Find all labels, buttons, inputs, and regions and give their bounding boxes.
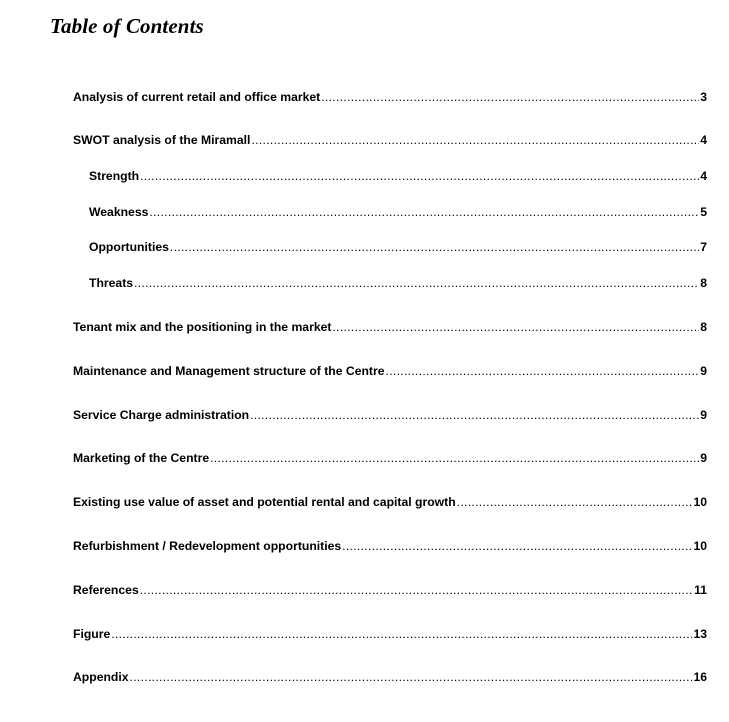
dot-leader: [321, 89, 699, 105]
toc-entry-tenant-mix[interactable]: [73, 319, 707, 335]
toc-entry-page-number: 10: [693, 539, 707, 553]
toc-entry-refurbishment[interactable]: [73, 538, 707, 554]
toc-entry-label: Weakness: [89, 205, 149, 219]
toc-entry-page-number: 4: [700, 133, 707, 147]
dot-leader: [386, 363, 700, 379]
toc-entry-label: Threats: [89, 276, 134, 290]
dot-leader: [111, 626, 692, 642]
toc-entry-label: Tenant mix and the positioning in the market: [73, 320, 332, 334]
dot-leader: [342, 538, 692, 554]
toc-entry-page-number: 4: [700, 169, 707, 183]
toc-entry-page-number: 7: [700, 240, 707, 254]
toc-entry-swot-analysis[interactable]: [73, 132, 707, 148]
toc-entry-label: References: [73, 583, 139, 597]
toc-entry-page-number: 3: [700, 90, 707, 104]
toc-entry-page-number: 8: [700, 276, 707, 290]
toc-entry-page-number: 9: [700, 408, 707, 422]
toc-entry-page-number: 5: [700, 205, 707, 219]
toc-entry-page-number: 9: [700, 364, 707, 378]
toc-entry-marketing[interactable]: [73, 450, 707, 466]
toc-entry-label: Opportunities: [89, 240, 169, 254]
toc-entry-page-number: 16: [693, 670, 707, 684]
toc-entry-figure[interactable]: [73, 626, 707, 642]
dot-leader: [457, 494, 693, 510]
toc-entry-label: Existing use value of asset and potential rental and capital growth: [73, 495, 456, 509]
toc-entry-page-number: 8: [700, 320, 707, 334]
toc-entry-service-charge[interactable]: [73, 407, 707, 423]
toc-entry-references[interactable]: [73, 582, 707, 598]
dot-leader: [332, 319, 699, 335]
toc-entry-weakness[interactable]: [89, 204, 707, 220]
toc-entry-strength[interactable]: [89, 168, 707, 184]
dot-leader: [149, 204, 699, 220]
toc-entry-page-number: 9: [700, 451, 707, 465]
dot-leader: [140, 582, 693, 598]
toc-entry-maintenance-management[interactable]: [73, 363, 707, 379]
toc-entry-label: Figure: [73, 627, 111, 641]
toc-entry-label: Refurbishment / Redevelopment opportunities: [73, 539, 342, 553]
toc-entry-label: Analysis of current retail and office market: [73, 90, 321, 104]
toc-entry-label: Service Charge administration: [73, 408, 250, 422]
toc-entry-threats[interactable]: [89, 275, 707, 291]
dot-leader: [210, 450, 699, 466]
dot-leader: [250, 407, 699, 423]
dot-leader: [130, 669, 693, 685]
toc-entry-page-number: 13: [693, 627, 707, 641]
toc-entry-existing-use-value[interactable]: [73, 494, 707, 510]
toc-entry-page-number: 11: [694, 583, 707, 597]
toc-entry-label: Maintenance and Management structure of the Centre: [73, 364, 385, 378]
page-title: Table of Contents: [50, 14, 204, 38]
dot-leader: [251, 132, 699, 148]
toc-entry-analysis-market[interactable]: [73, 89, 707, 105]
dot-leader: [134, 275, 699, 291]
toc-entry-label: Marketing of the Centre: [73, 451, 210, 465]
toc-entry-opportunities[interactable]: [89, 239, 707, 255]
toc-entry-label: Strength: [89, 169, 140, 183]
toc-entry-page-number: 10: [693, 495, 707, 509]
toc-entry-label: Appendix: [73, 670, 129, 684]
dot-leader: [140, 168, 699, 184]
dot-leader: [170, 239, 699, 255]
toc-entry-appendix[interactable]: [73, 669, 707, 685]
toc-entry-label: SWOT analysis of the Miramall: [73, 133, 251, 147]
